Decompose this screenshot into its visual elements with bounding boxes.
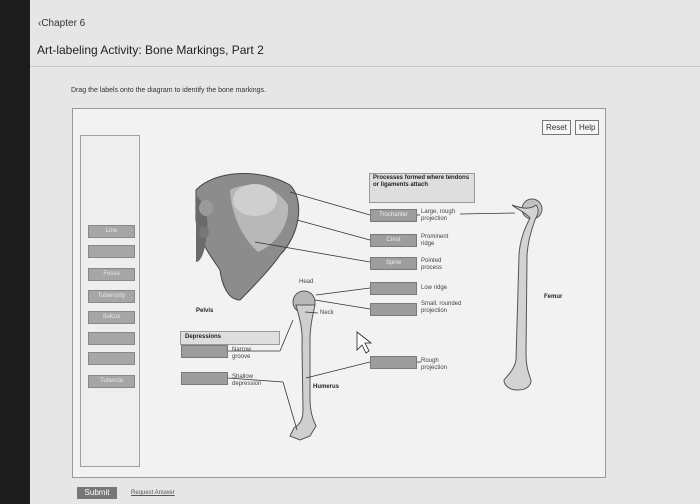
label-sulcus[interactable]: Sulcus bbox=[88, 311, 135, 324]
drop-target-trochanter[interactable]: Trochanter bbox=[370, 209, 417, 222]
depressions-header: Depressions bbox=[180, 331, 280, 345]
femur-illustration bbox=[504, 199, 542, 390]
desc-narrow-groove: Narrow groove bbox=[232, 347, 252, 360]
desc-rough-projection: Rough projection bbox=[421, 358, 448, 371]
page-title: Art-labeling Activity: Bone Markings, Part 2 bbox=[37, 43, 264, 57]
reset-button[interactable]: Reset bbox=[542, 120, 571, 135]
head-label: Head bbox=[299, 279, 314, 285]
submit-button[interactable]: Submit bbox=[77, 487, 117, 499]
femur-label: Femur bbox=[544, 294, 563, 300]
pelvis-illustration bbox=[196, 174, 299, 300]
humerus-illustration bbox=[290, 291, 316, 440]
desc-pointed-process: Pointed process bbox=[421, 258, 443, 271]
drop-target-narrow-groove[interactable] bbox=[181, 345, 228, 358]
label-fossa[interactable]: Fossa bbox=[88, 268, 135, 281]
mouse-cursor-icon bbox=[357, 332, 371, 353]
pelvis-label: Pelvis bbox=[196, 308, 214, 314]
desc-prominent-ridge: Prominent ridge bbox=[421, 234, 449, 247]
label-tuberosity[interactable]: Tuberosity bbox=[88, 290, 135, 303]
processes-header: Processes formed where tendons or ligaments attach bbox=[369, 173, 475, 203]
drop-target-shallow-depression[interactable] bbox=[181, 372, 228, 385]
label-tubercle[interactable]: Tubercle bbox=[88, 375, 135, 388]
help-button[interactable]: Help bbox=[575, 120, 599, 135]
drop-target-crest[interactable]: Crest bbox=[370, 234, 417, 247]
drop-target-rough[interactable] bbox=[370, 356, 417, 369]
back-to-chapter-link[interactable]: ‹Chapter 6 bbox=[38, 18, 86, 29]
humerus-label: Humerus bbox=[313, 384, 340, 390]
drop-target-small-rounded[interactable] bbox=[370, 303, 417, 316]
request-answer-link[interactable]: Request Answer bbox=[131, 490, 175, 496]
neck-label: Neck bbox=[320, 310, 334, 316]
desc-low-ridge: Low ridge bbox=[421, 285, 448, 291]
drop-target-spine[interactable]: Spine bbox=[370, 257, 417, 270]
label-line[interactable]: Line bbox=[88, 225, 135, 238]
desc-large-rough: Large, rough projection bbox=[421, 209, 456, 222]
desc-shallow-depression: Shallow depression bbox=[232, 374, 262, 387]
desc-small-rounded: Small, rounded projection bbox=[421, 301, 462, 314]
instructions: Drag the labels onto the diagram to identify the bone markings. bbox=[71, 87, 266, 94]
drop-target-low-ridge[interactable] bbox=[370, 282, 417, 295]
